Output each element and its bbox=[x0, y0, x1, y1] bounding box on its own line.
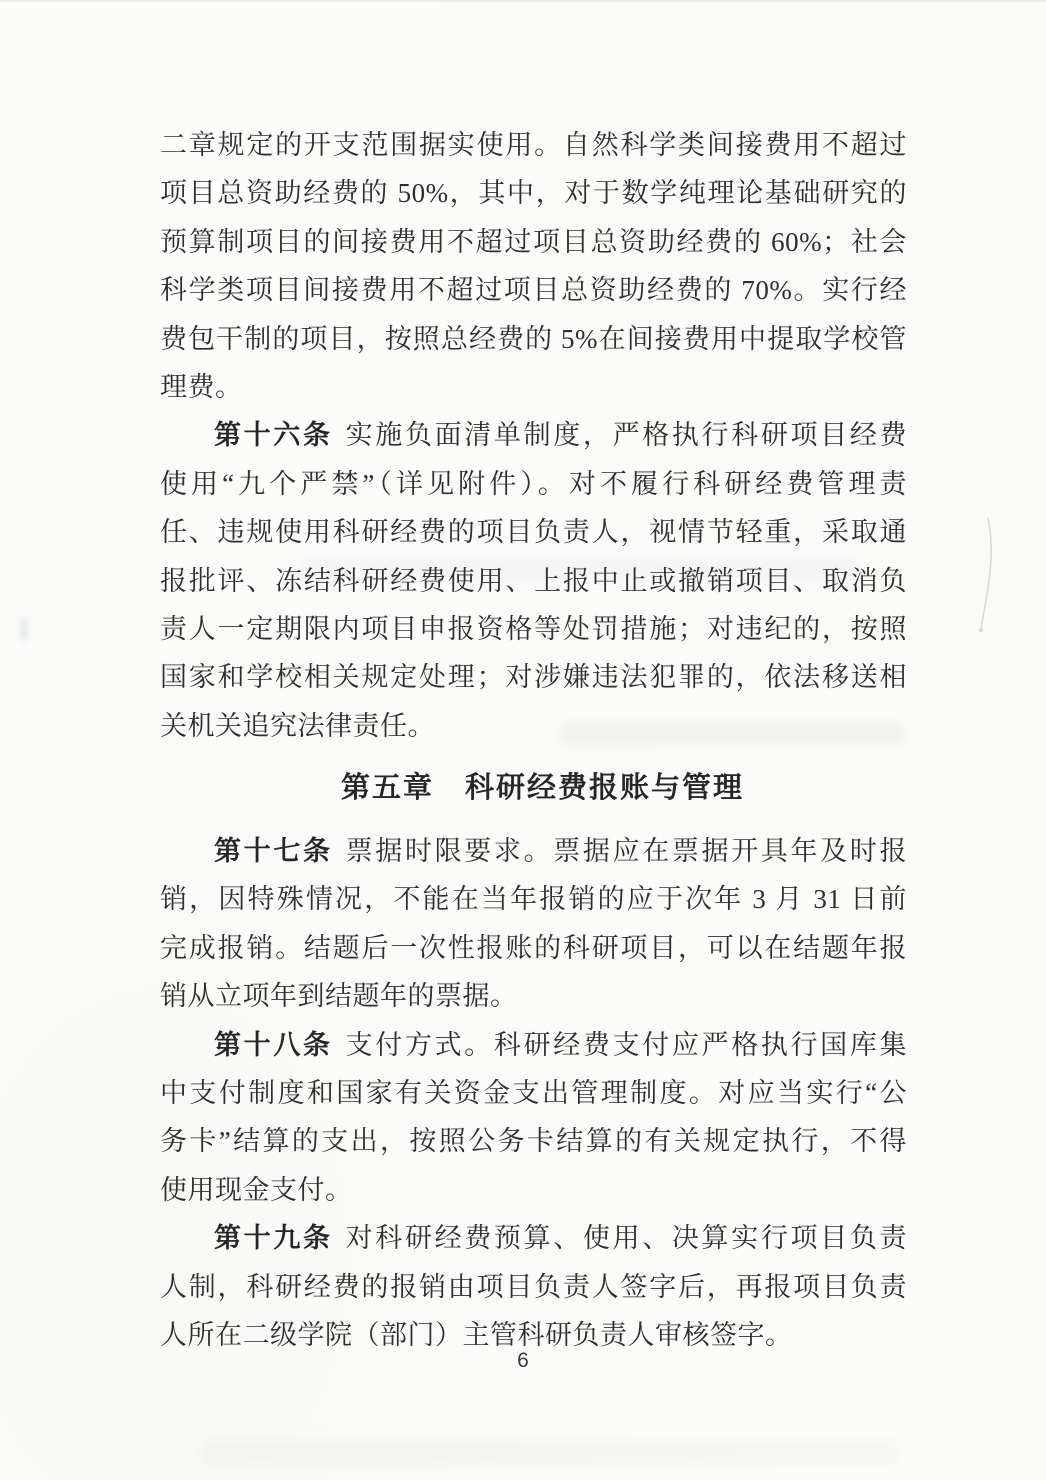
body-text: 对科研经费预算、使用、决算实行项目负责 bbox=[345, 1223, 908, 1254]
body-line: 项目总资助经费的 50%，其中，对于数学纯理论基础研究的 bbox=[160, 178, 907, 209]
scan-edge-artifact bbox=[0, 0, 1046, 2]
body-line bbox=[160, 411, 907, 459]
article-number-label: 第十六条 bbox=[214, 420, 333, 451]
body-line: 费包干制的项目，按照总经费的 5%在间接费用中提取学校管 bbox=[160, 323, 907, 354]
body-line: 关机关追究法律责任。 bbox=[160, 710, 435, 741]
body-line: 理费。 bbox=[160, 371, 243, 402]
paragraph bbox=[160, 121, 907, 411]
body-line: 任、违规使用科研经费的项目负责人，视情节轻重，采取通 bbox=[160, 517, 907, 548]
article-number-label: 第十九条 bbox=[214, 1223, 333, 1254]
paragraph bbox=[160, 1021, 907, 1215]
body-line: 人制，科研经费的报销由项目负责人签字后，再报项目负责 bbox=[160, 1271, 907, 1302]
body-text: 实施负面清单制度，严格执行科研项目经费 bbox=[345, 420, 908, 451]
body-line bbox=[160, 827, 907, 875]
paragraph bbox=[160, 1214, 907, 1359]
chapter-heading: 第五章 科研经费报账与管理 bbox=[340, 772, 744, 805]
body-line: 预算制项目的间接费用不超过项目总资助经费的 60%；社会 bbox=[160, 226, 907, 257]
body-line: 责人一定期限内项目申报资格等处罚措施；对违纪的，按照 bbox=[160, 613, 907, 644]
paragraph bbox=[160, 827, 907, 1021]
body-line: 二章规定的开支范围据实使用。自然科学类间接费用不超过 bbox=[160, 130, 907, 160]
body-line: 人所在二级学院（部门）主管科研负责人审核签字。 bbox=[160, 1319, 793, 1350]
body-line: 使用“九个严禁”（详见附件）。对不履行科研经费管理责 bbox=[160, 468, 907, 499]
body-text: 票据时限要求。票据应在票据开具年及时报 bbox=[345, 836, 908, 867]
page-number: 6 bbox=[517, 1349, 529, 1372]
body-line: 使用现金支付。 bbox=[160, 1174, 353, 1205]
article-number-label: 第十七条 bbox=[214, 836, 333, 867]
body-line bbox=[160, 1021, 907, 1069]
body-line: 国家和学校相关规定处理；对涉嫌违法犯罪的，依法移送相 bbox=[160, 662, 907, 693]
scratch-artifact bbox=[960, 500, 1020, 660]
bleedthrough-smudge bbox=[200, 1440, 900, 1466]
document-body bbox=[160, 121, 907, 1359]
body-line: 销从立项年到结题年的票据。 bbox=[160, 981, 518, 1012]
body-line bbox=[160, 1214, 907, 1262]
body-text: 支付方式。科研经费支付应严格执行国库集 bbox=[345, 1029, 908, 1060]
body-line: 销，因特殊情况，不能在当年报销的应于次年 3 月 31 日前 bbox=[160, 884, 907, 915]
body-line: 科学类项目间接费用不超过项目总资助经费的 70%。实行经 bbox=[160, 275, 907, 306]
body-line: 报批评、冻结科研经费使用、上报中止或撤销项目、取消负 bbox=[160, 565, 907, 596]
article-number-label: 第十八条 bbox=[214, 1029, 333, 1060]
ink-speck-artifact bbox=[16, 612, 32, 646]
body-line: 完成报销。结题后一次性报账的科研项目，可以在结题年报 bbox=[160, 932, 907, 963]
body-line: 务卡”结算的支出，按照公务卡结算的有关规定执行，不得 bbox=[160, 1126, 907, 1157]
paragraph bbox=[160, 411, 907, 750]
body-line: 中支付制度和国家有关资金支出管理制度。对应当实行“公 bbox=[160, 1078, 907, 1109]
